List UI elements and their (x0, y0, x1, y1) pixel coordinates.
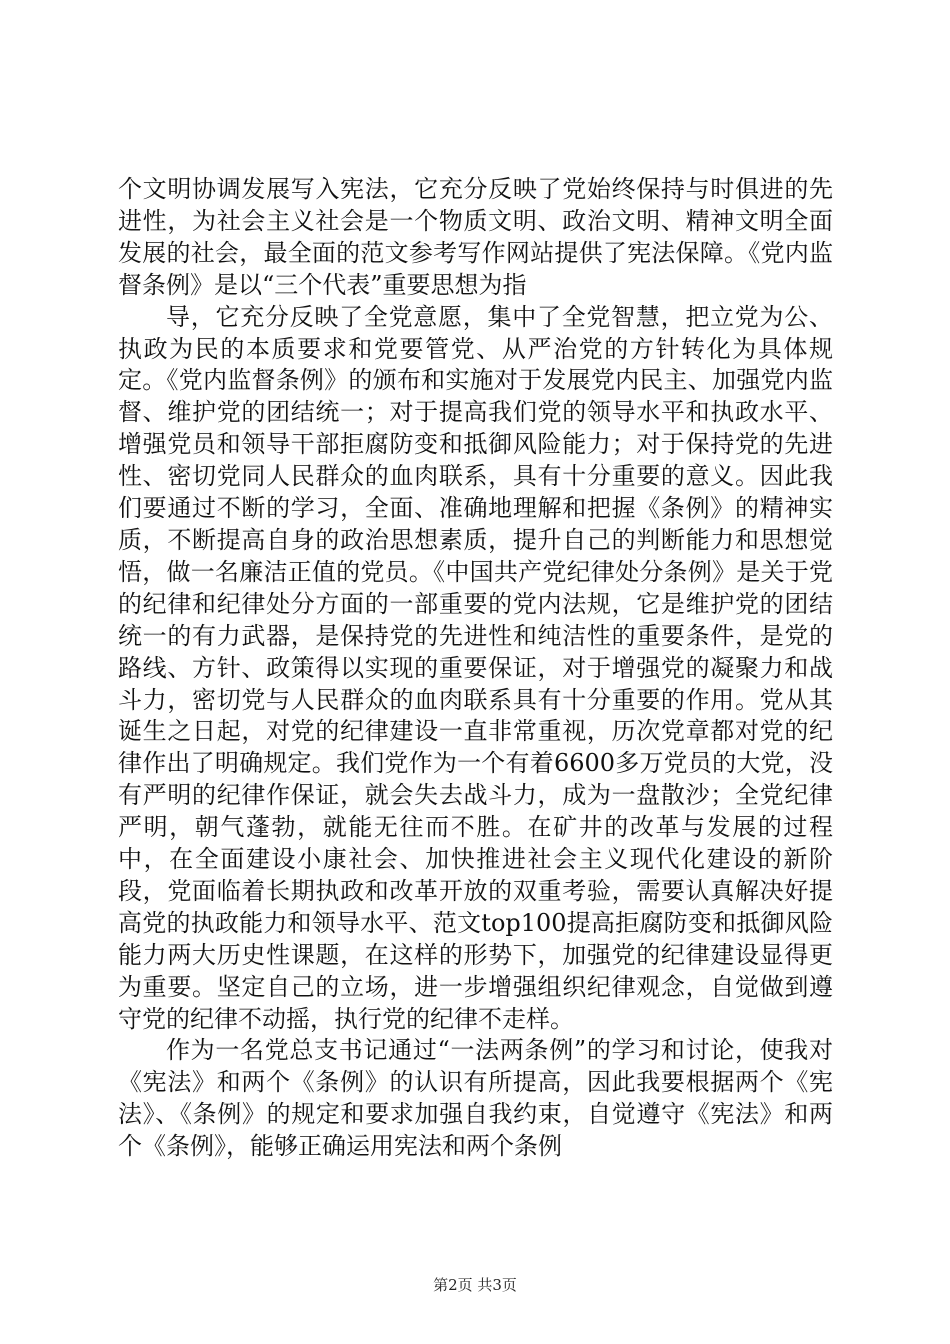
page-number-footer: 第2页 共3页 (433, 1276, 517, 1294)
paragraph-continuation: 个文明协调发展写入宪法，它充分反映了党始终保持与时俱进的先进性，为社会主义社会是一个物质文明、政治文明、精神文明全面发展的社会，最全面的范文参考写作网站提供了宪法保障。《党内监督条例》是以“三个代表”重要思想为指 (118, 175, 833, 299)
paragraph-personal-reflection: 作为一名党总支书记通过“一法两条例”的学习和讨论，使我对《宪法》和两个《条例》的认识有所提高，因此我要根据两个《宪法》、《条例》的规定和要求加强自我约束，自觉遵守《宪法》和两个《条例》，能够正确运用宪法和两个条例 (118, 1036, 833, 1161)
body-text (118, 174, 833, 1163)
paragraph-supervision-regulations: 导，它充分反映了全党意愿，集中了全党智慧，把立党为公、执政为民的本质要求和党要管党、从严治党的方针转化为具体规定。《党内监督条例》的颁布和实施对于发展党内民主、加强党内监督、维护党的团结统一；对于提高我们党的领导水平和执政水平、增强党员和领导干部拒腐防变和抵御风险能力；对于保持党的先进性、密切党同人民群众的血肉联系，具有十分重要的意义。因此我们要通过不断的学习，全面、准确地理解和把握《条例》的精神实质，不断提高自身的政治思想素质，提升自己的判断能力和思想觉悟，做一名廉洁正值的党员。《中国共产党纪律处分条例》是关于党的纪律和纪律处分方面的一部重要的党内法规，它是维护党的团结统一的有力武器，是保持党的先进性和纯洁性的重要条件，是党的路线、方针、政策得以实现的重要保证，对于增强党的凝聚力和战斗力，密切党与人民群众的血肉联系具有十分重要的作用。党从其诞生之日起，对党的纪律建设一直非常重视，历次党章都对党的纪律作出了明确规定。我们党作为一个有着6600多万党员的大党，没有严明的纪律作保证，就会失去战斗力，成为一盘散沙；全党纪律严明，朝气蓬勃，就能无往而不胜。在矿井的改革与发展的过程中，在全面建设小康社会、加快推进社会主义现代化建设的新阶段，党面临着长期执政和改革开放的双重考验，需要认真解决好提高党的执政能力和领导水平、范文top100提高拒腐防变和抵御风险能力两大历史性课题，在这样的形势下，加强党的纪律建设显得更为重要。坚定自己的立场，进一步增强组织纪律观念，自觉做到遵守党的纪律不动摇，执行党的纪律不走样。 (118, 302, 833, 1033)
